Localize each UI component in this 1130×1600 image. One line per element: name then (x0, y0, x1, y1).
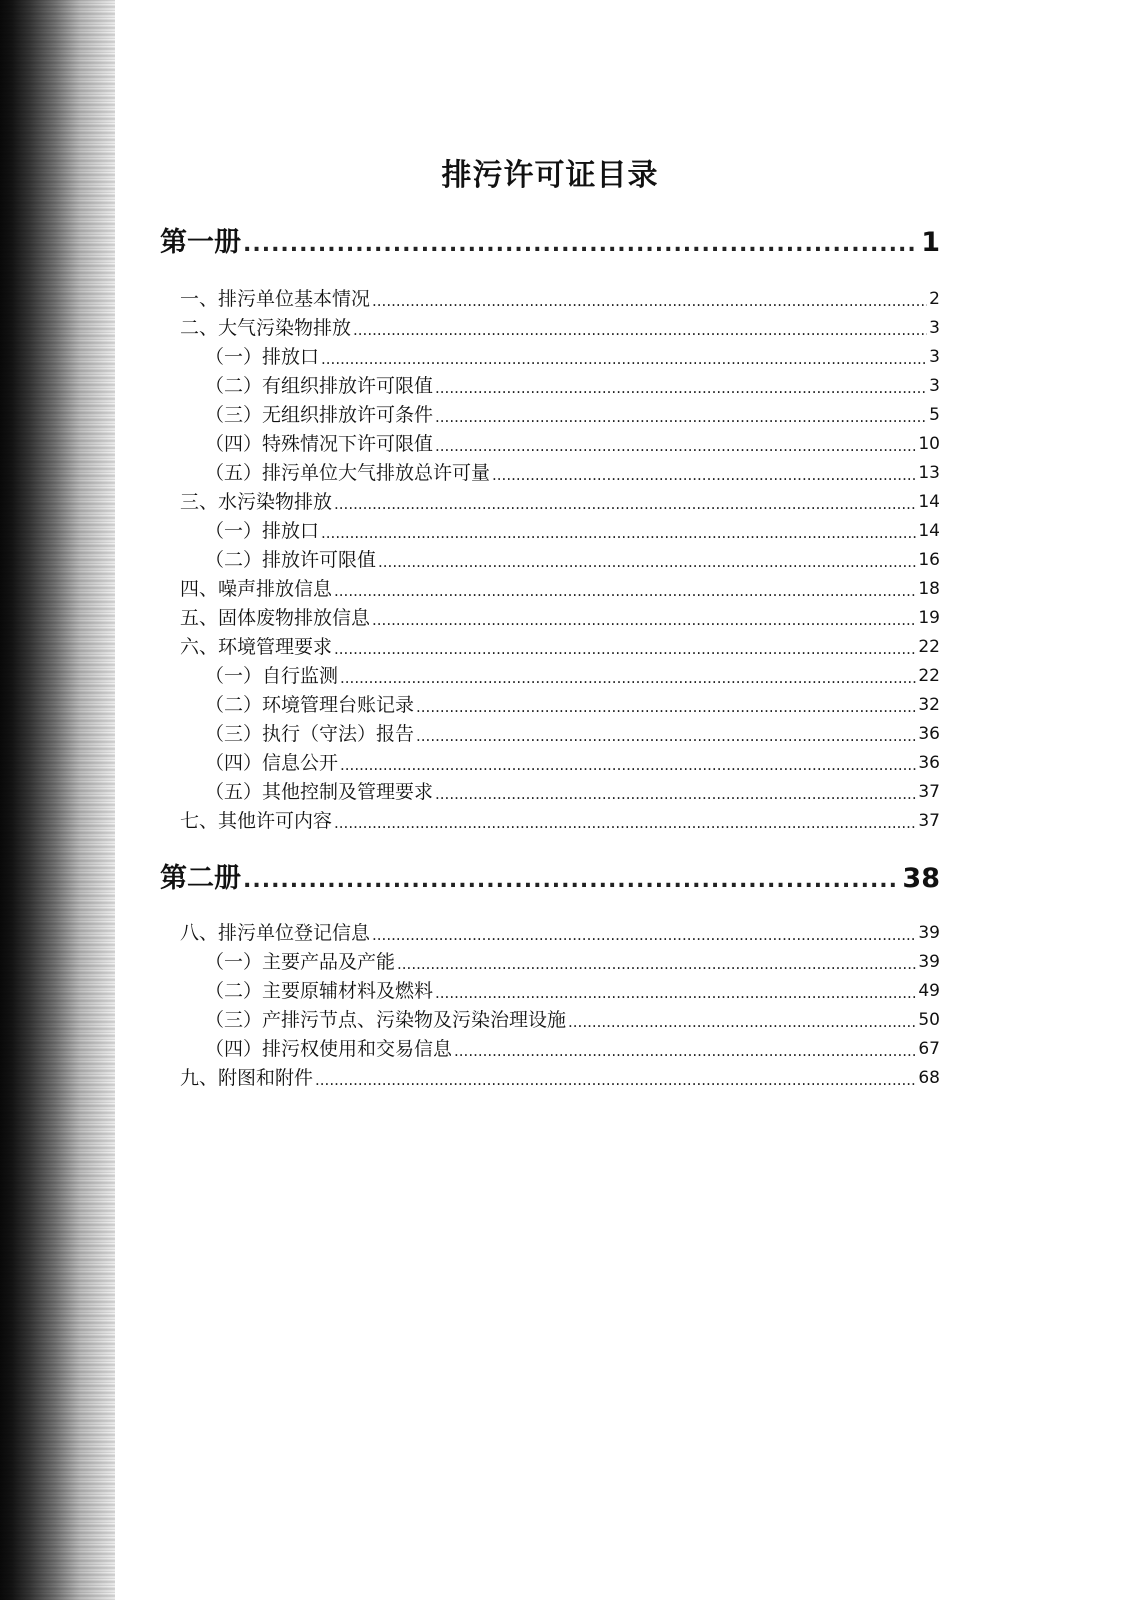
toc-entry[interactable] (205, 431, 940, 457)
toc-label: （二）环境管理台账记录 (205, 694, 415, 716)
toc-page-number: 36 (918, 753, 940, 773)
toc-page-number: 13 (918, 463, 940, 483)
toc-label: （三）无组织排放许可条件 (205, 404, 434, 426)
toc-page-number: 38 (902, 863, 940, 894)
toc-entry[interactable] (205, 373, 940, 399)
toc-leader (334, 493, 916, 515)
toc-label: 九、附图和附件 (180, 1067, 314, 1089)
toc-leader (416, 725, 916, 747)
toc-label: （二）排放许可限值 (205, 549, 377, 571)
toc-entry[interactable] (205, 344, 940, 370)
toc-page-number: 14 (918, 521, 940, 541)
toc-page-number: 36 (918, 724, 940, 744)
toc-leader (340, 754, 916, 776)
toc-entry[interactable] (180, 605, 940, 631)
toc-leader (435, 982, 916, 1004)
toc-entry[interactable] (180, 315, 940, 341)
toc-entry[interactable] (180, 286, 940, 312)
toc-page-number: 10 (918, 434, 940, 454)
toc-leader (243, 866, 900, 896)
page-title: 排污许可证目录 (441, 158, 659, 193)
toc-leader (435, 377, 927, 399)
toc-page-number: 19 (918, 608, 940, 628)
toc-leader (353, 319, 927, 341)
toc-page-number: 3 (929, 318, 940, 338)
toc-entry[interactable] (205, 949, 940, 975)
toc-entry[interactable] (205, 692, 940, 718)
toc-entry[interactable] (205, 1036, 940, 1062)
toc-entry[interactable] (180, 576, 940, 602)
toc-leader (435, 435, 916, 457)
toc-leader (416, 696, 916, 718)
toc-leader (334, 812, 916, 834)
toc-leader (372, 924, 916, 946)
toc-leader (378, 551, 916, 573)
toc-label: 第二册 (160, 863, 241, 894)
toc-leader (315, 1069, 916, 1091)
toc-entry[interactable] (180, 489, 940, 515)
toc-page-number: 3 (929, 347, 940, 367)
toc-entry[interactable] (205, 663, 940, 689)
toc-page-number: 37 (918, 782, 940, 802)
toc-entry[interactable] (205, 518, 940, 544)
toc-page-number: 39 (918, 923, 940, 943)
toc-leader (454, 1040, 916, 1062)
toc-entry[interactable] (205, 750, 940, 776)
toc-label: 八、排污单位登记信息 (180, 922, 371, 944)
toc-entry[interactable] (205, 547, 940, 573)
toc-label: （一）排放口 (205, 346, 320, 368)
toc-leader (372, 290, 927, 312)
toc-leader (321, 348, 927, 370)
toc-label: （五）排污单位大气排放总许可量 (205, 462, 491, 484)
toc-page-number: 1 (921, 227, 940, 258)
toc-leader (492, 464, 916, 486)
toc-leader (435, 406, 927, 428)
toc-page-number: 50 (918, 1010, 940, 1030)
toc-label: （二）有组织排放许可限值 (205, 375, 434, 397)
toc-leader (243, 230, 919, 260)
toc-label: 一、排污单位基本情况 (180, 288, 371, 310)
toc-label: 三、水污染物排放 (180, 491, 333, 513)
toc-leader (340, 667, 916, 689)
toc-page-number: 14 (918, 492, 940, 512)
toc-page-number: 22 (918, 637, 940, 657)
toc-label: （一）主要产品及产能 (205, 951, 396, 973)
toc-label: 五、固体废物排放信息 (180, 607, 371, 629)
toc-page-number: 22 (918, 666, 940, 686)
toc-page-number: 67 (918, 1039, 940, 1059)
toc-label: （一）排放口 (205, 520, 320, 542)
toc-volume-1[interactable] (160, 226, 940, 260)
toc-label: 第一册 (160, 227, 241, 258)
toc-page-number: 16 (918, 550, 940, 570)
toc-label: 七、其他许可内容 (180, 810, 333, 832)
toc-leader (435, 783, 916, 805)
toc-page-number: 39 (918, 952, 940, 972)
toc-leader (568, 1011, 916, 1033)
toc-leader (397, 953, 916, 975)
toc-label: （四）特殊情况下许可限值 (205, 433, 434, 455)
toc-label: 六、环境管理要求 (180, 636, 333, 658)
toc-page-number: 37 (918, 811, 940, 831)
toc-page-number: 5 (929, 405, 940, 425)
toc-page-number: 32 (918, 695, 940, 715)
toc-page-number: 49 (918, 981, 940, 1001)
toc-entry[interactable] (205, 402, 940, 428)
toc-page-number: 68 (918, 1068, 940, 1088)
toc-label: （一）自行监测 (205, 665, 339, 687)
toc-leader (372, 609, 916, 631)
toc-entry[interactable] (205, 779, 940, 805)
toc-entry[interactable] (205, 978, 940, 1004)
toc-entry[interactable] (180, 1065, 940, 1091)
toc-label: 二、大气污染物排放 (180, 317, 352, 339)
toc-entry[interactable] (205, 1007, 940, 1033)
toc-label: （五）其他控制及管理要求 (205, 781, 434, 803)
toc-entry[interactable] (205, 460, 940, 486)
toc-entry[interactable] (180, 634, 940, 660)
toc-page-number: 2 (929, 289, 940, 309)
toc-label: 四、噪声排放信息 (180, 578, 333, 600)
toc-entry[interactable] (205, 721, 940, 747)
toc-label: （三）产排污节点、污染物及污染治理设施 (205, 1009, 567, 1031)
toc-volume-2[interactable] (160, 862, 940, 896)
toc-page-number: 18 (918, 579, 940, 599)
toc-label: （二）主要原辅材料及燃料 (205, 980, 434, 1002)
toc-leader (321, 522, 916, 544)
toc-label: （四）排污权使用和交易信息 (205, 1038, 453, 1060)
toc-leader (334, 580, 916, 602)
toc-label: （四）信息公开 (205, 752, 339, 774)
toc-page-number: 3 (929, 376, 940, 396)
toc-label: （三）执行（守法）报告 (205, 723, 415, 745)
toc-leader (334, 638, 916, 660)
toc-entry[interactable] (180, 920, 940, 946)
toc-entry[interactable] (180, 808, 940, 834)
